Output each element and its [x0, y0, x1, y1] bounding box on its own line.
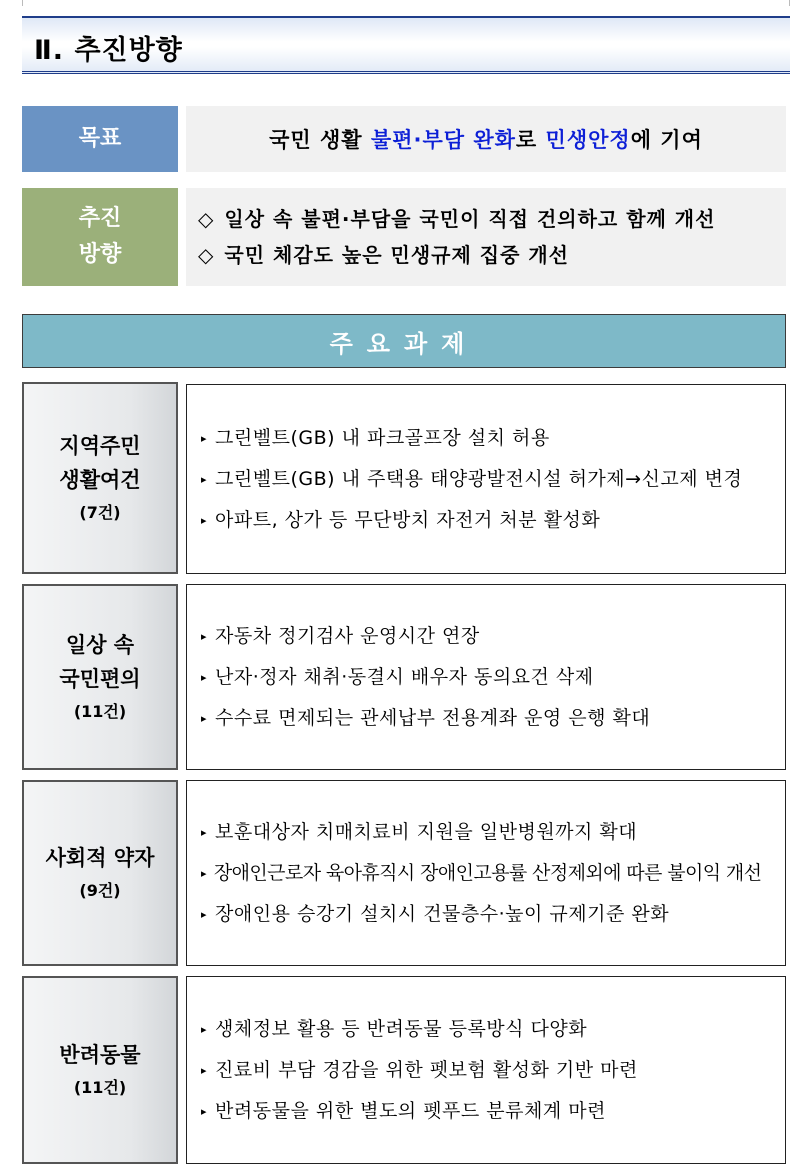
category-label-box	[22, 382, 178, 574]
task-item	[201, 1091, 785, 1132]
goal-text-part-1: 국민 생활	[269, 128, 371, 152]
task-item-text: 그린벨트(GB) 내 파크골프장 설치 허용	[215, 426, 550, 449]
direction-label-line-1: 추진	[78, 206, 122, 231]
category-name-line-2: 생활여건	[59, 468, 141, 492]
task-item-text: 난자·정자 채취·동결시 배우자 동의요건 삭제	[215, 665, 594, 688]
category-name-line-1: 지역주민	[59, 434, 141, 458]
category-items-box	[186, 584, 786, 770]
task-item	[201, 894, 785, 935]
goal-highlight-2: 민생안정	[545, 128, 631, 152]
category-items-box	[186, 780, 786, 966]
section-title: Ⅱ. 추진방향	[34, 35, 183, 66]
direction-label-cell	[22, 188, 178, 286]
triangle-bullet-icon: ▸	[201, 1104, 208, 1118]
tasks-banner-title: 주요과제	[329, 329, 479, 358]
tasks-banner	[22, 314, 786, 368]
triangle-bullet-icon: ▸	[201, 513, 208, 527]
direction-item	[198, 201, 786, 237]
triangle-bullet-icon: ▸	[201, 1022, 208, 1036]
triangle-bullet-icon: ▸	[201, 472, 208, 486]
section-header	[22, 16, 790, 74]
triangle-bullet-icon: ▸	[201, 866, 206, 880]
task-item-text: 장애인근로자 육아휴직시 장애인고용률 산정제외에 따른 불이익 개선	[213, 861, 762, 884]
goal-label: 목표	[78, 126, 122, 151]
task-item	[201, 1009, 785, 1050]
category-label-box	[22, 780, 178, 966]
category-name: 사회적 약자	[45, 846, 155, 870]
category-name-line-1: 일상 속	[65, 633, 135, 657]
category-items-box	[186, 384, 786, 574]
category-name-line-2: 국민편의	[59, 667, 141, 691]
direction-item-text: 일상 속 불편·부담을 국민이 직접 건의하고 함께 개선	[224, 207, 716, 231]
category-name: 반려동물	[59, 1043, 141, 1067]
triangle-bullet-icon: ▸	[201, 1063, 208, 1077]
task-item	[201, 698, 785, 739]
diamond-bullet-icon: ◇	[198, 243, 215, 267]
direction-label-line-2: 방향	[78, 242, 122, 267]
task-item-text: 생체정보 활용 등 반려동물 등록방식 다양화	[215, 1017, 588, 1040]
triangle-bullet-icon: ▸	[201, 670, 208, 684]
goal-text-part-3: 에 기여	[630, 128, 703, 152]
direction-list	[186, 188, 786, 286]
triangle-bullet-icon: ▸	[201, 907, 208, 921]
triangle-bullet-icon: ▸	[201, 825, 208, 839]
task-item-text: 진료비 부담 경감을 위한 펫보험 활성화 기반 마련	[215, 1058, 638, 1081]
task-item	[201, 500, 785, 541]
task-item-text: 그린벨트(GB) 내 주택용 태양광발전시설 허가제→신고제 변경	[215, 467, 743, 490]
task-item	[201, 657, 785, 698]
task-item-text: 보훈대상자 치매치료비 지원을 일반병원까지 확대	[215, 820, 638, 843]
category-items-box	[186, 976, 786, 1164]
task-item	[201, 853, 785, 894]
direction-item-text: 국민 체감도 높은 민생규제 집중 개선	[224, 243, 570, 267]
task-item	[201, 1050, 785, 1091]
triangle-bullet-icon: ▸	[201, 431, 208, 445]
triangle-bullet-icon: ▸	[201, 629, 208, 643]
category-count: (9건)	[79, 881, 121, 900]
goal-highlight-1: 불편·부담 완화	[370, 128, 516, 152]
task-item	[201, 459, 785, 500]
goal-label-cell	[22, 106, 178, 172]
task-item-text: 아파트, 상가 등 무단방치 자전거 처분 활성화	[215, 508, 601, 531]
category-count: (11건)	[73, 702, 127, 721]
category-count: (11건)	[73, 1078, 127, 1097]
category-label-box	[22, 976, 178, 1164]
task-item-text: 반려동물을 위한 별도의 펫푸드 분류체계 마련	[215, 1099, 606, 1122]
task-item-text: 장애인용 승강기 설치시 건물층수·높이 규제기준 완화	[215, 902, 670, 925]
task-item-text: 자동차 정기검사 운영시간 연장	[215, 624, 480, 647]
goal-text	[186, 106, 786, 172]
diamond-bullet-icon: ◇	[198, 207, 215, 231]
task-item	[201, 418, 785, 459]
task-item-text: 수수료 면제되는 관세납부 전용계좌 운영 은행 확대	[215, 706, 651, 729]
task-item	[201, 616, 785, 657]
category-count: (7건)	[79, 503, 121, 522]
direction-item	[198, 237, 786, 273]
task-item	[201, 812, 785, 853]
page-top-rule	[22, 0, 790, 6]
category-label-box	[22, 584, 178, 770]
goal-text-part-2: 로	[515, 128, 546, 152]
triangle-bullet-icon: ▸	[201, 711, 208, 725]
